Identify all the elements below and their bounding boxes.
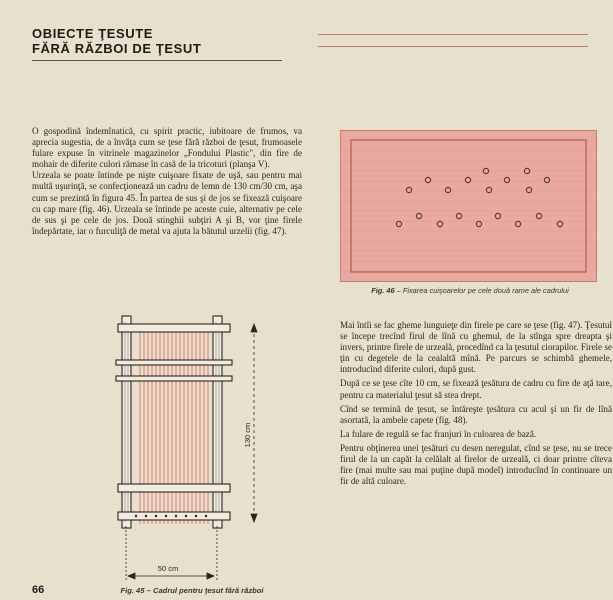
height-label: 130 cm — [243, 422, 252, 448]
chapter-title-line2: FĂRĂ RĂZBOI DE ŢESUT — [32, 41, 202, 56]
paragraph: Cînd se termină de ţesut, se întăreşte ţesătura cu acul şi un fir de lînă asortată, la ambele capete (fig. 48). — [340, 403, 612, 425]
nail-icon — [396, 221, 401, 226]
stick-b — [116, 376, 232, 381]
nail-icon — [476, 221, 481, 226]
nail-icon — [557, 221, 562, 226]
title-rule — [32, 60, 282, 61]
paragraph: Mai întîi se fac gheme lunguieţe din firele pe care se ţese (fig. 47). Ţesutul se începe trecînd firul de lînă cu ghemul, de la stînga spre dreapta şi invers, printre firele de urzeală, procedînd ca la ţesutul ciorapilor. Firele se ţin cu degetele de la cealaltă mînă. Pe parcurs se schimbă ghemele, introducînd diferite culori, după gust. — [340, 320, 612, 375]
chapter-title-line1: OBIECTE ŢESUTE — [32, 26, 154, 41]
nail-icon — [437, 221, 442, 226]
nail-icon — [425, 177, 430, 182]
paragraph: O gospodină îndemînatică, cu spirit practic, iubitoare de frumos, va aprecia sugestia, de a învăţa cum se ţese fără război de ţesut, frumoasele fulare expuse în vitrinele magazinelor „Fondului Plastic", din fire de mohair de diferite culori rămase în casă de la tricoturi (planşa V). — [32, 126, 302, 170]
left-post — [122, 316, 131, 528]
top-crossbar — [118, 324, 230, 332]
paragraph: După ce se ţese cîte 10 cm, se fixează ţesătura de cadru cu fire de aţă tare, pentru ca materialul ţesut să stea drept. — [340, 378, 612, 400]
nail-icon — [524, 168, 529, 173]
figure-46-label: Fig. 46 — [371, 286, 395, 295]
nail-icon — [536, 213, 541, 218]
paragraph: Urzeala se poate întinde pe nişte cuişoare fixate de uşă, sau pentru mai multă uşurinţă, se confecţionează un cadru de lemn de 130 cm/30 cm, aşa cum se prezintă în figura 45. În partea de sus şi de jos se fixează cuişoare cu cap mare (fig. 46). Urzeala se întinde pe aceste cuie, alternativ pe cele de sus şi pe cele de jos. Două stinghii subţiri A şi B, vor ţine firele îndepărtate, iar o furculiţă de metal va ajuta la bătutul urzelii (fig. 47). — [32, 170, 302, 236]
figure-46-frame-nails — [340, 130, 597, 282]
left-text-column — [32, 126, 302, 237]
figure-46-drawing — [341, 131, 596, 281]
figure-45-caption — [82, 586, 302, 595]
nail-icon — [416, 213, 421, 218]
decorative-rule-top — [318, 34, 588, 35]
warp-threads — [140, 330, 208, 524]
nail-icon — [486, 187, 491, 192]
nail-icon — [465, 177, 470, 182]
right-post — [213, 316, 222, 528]
lower-crossbar — [118, 484, 230, 492]
nail-icon — [445, 187, 450, 192]
nail-icon — [515, 221, 520, 226]
paragraph: La fulare de regulă se fac franjuri în culoarea de bază. — [340, 428, 537, 439]
nail-icon — [483, 168, 488, 173]
figure-45-drawing — [100, 312, 290, 594]
nail-icon — [526, 187, 531, 192]
chapter-title — [32, 26, 282, 56]
stick-a — [116, 360, 232, 365]
figure-45-loom-frame — [100, 312, 290, 594]
nail-icon — [495, 213, 500, 218]
nail-icon — [406, 187, 411, 192]
figure-46-caption-text: – Fixarea cuişoarelor pe cele două rame ale cadrului — [396, 286, 569, 295]
figure-45-label: Fig. 45 — [120, 586, 145, 595]
figure-46-caption — [345, 286, 595, 295]
page-number: 66 — [32, 584, 45, 596]
right-text-column — [340, 320, 612, 490]
figure-45-caption-text: – Cadrul pentru ţesut fără război — [146, 586, 264, 595]
decorative-rule-bottom — [318, 46, 588, 47]
nail-icon — [544, 177, 549, 182]
nail-icon — [504, 177, 509, 182]
paragraph: Pentru obţinerea unei ţesături cu desen neregulat, cînd se ţese, nu se trece firul de la un capăt la celălalt al firelor de urzeală, ci doar printre cîteva fire (mai multe sau mai puţine după model) introducînd în continuare un fir de altă culoare. — [340, 442, 612, 487]
width-label: 50 cm — [157, 564, 179, 573]
nail-icon — [456, 213, 461, 218]
